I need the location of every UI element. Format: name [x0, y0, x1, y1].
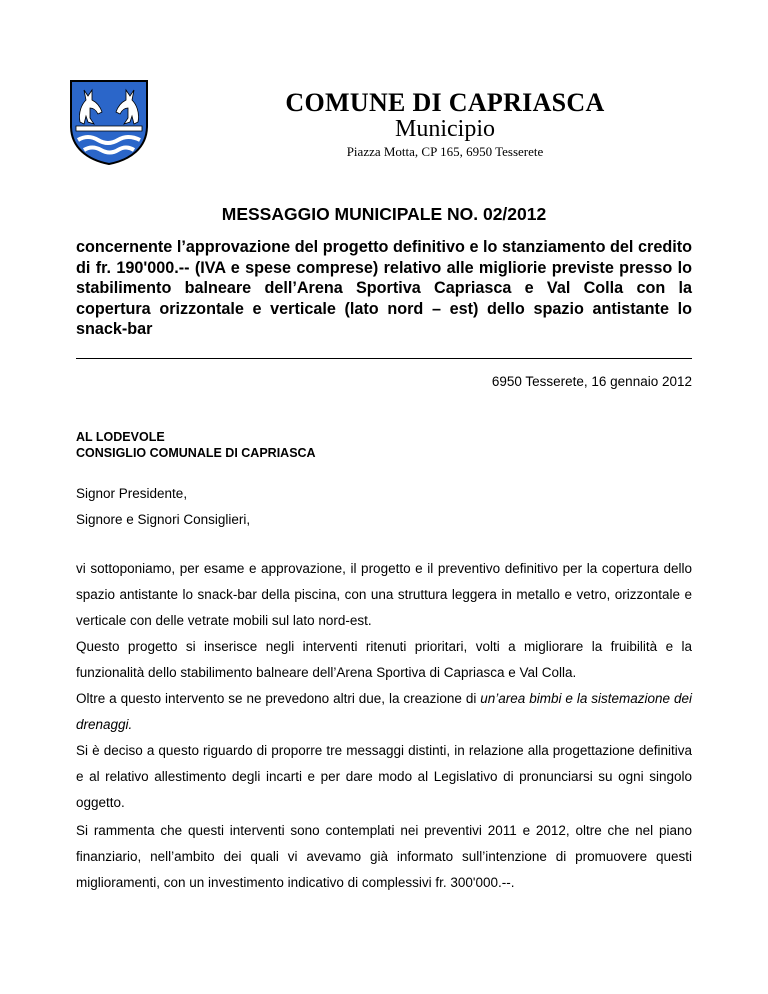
body-paragraph: Si rammenta che questi interventi sono contemplati nei preventivi 2011 e 2012, oltre che nel piano finanziario, nell’ambito dei quali vi avevamo già informato sull’intenzione di promuovere questi miglioramenti, con un investimento indicativo di complessivi fr. 300'000.--.	[76, 823, 692, 890]
greeting-line: Signor Presidente,	[76, 486, 188, 501]
addressee-line: AL LODEVOLE	[76, 430, 165, 444]
municipality-subtitle: Municipio	[395, 116, 495, 142]
divider	[76, 358, 692, 359]
greeting-line: Signore e Signori Consiglieri,	[76, 512, 251, 527]
message-subject: concernente l’approvazione del progetto definitivo e lo stanziamento del credito di fr. 190'000.-- (IVA e spese comprese) relativo alle migliorie previste presso lo stabilimento balneare dell’Arena Sportiva Capriasca e Val Colla con la copertura orizzontale e verticale (lato nord – est) dello spazio antistante lo snack-bar	[76, 238, 692, 338]
body-text-span: Oltre a questo intervento se ne prevedono altri due, la creazione di	[76, 691, 481, 706]
body-paragraph: vi sottoponiamo, per esame e approvazione, il progetto e il preventivo definitivo per la copertura dello spazio antistante lo snack-bar della piscina, con una struttura leggera in metallo e vetro, orizzontale e verticale con delle vetrate mobili sul lato nord-est.	[76, 561, 692, 628]
date-line: 6950 Tesserete, 16 gennaio 2012	[491, 374, 692, 389]
body-paragraph: Questo progetto si inserisce negli interventi ritenuti prioritari, volti a migliorare la fruibilità e la funzionalità dello stabilimento balneare dell’Arena Sportiva di Capriasca e Val Colla.	[76, 639, 692, 680]
body-italic-span: un’area bimbi e la sistemazione dei drenaggi.	[76, 691, 692, 732]
body-paragraph	[76, 686, 692, 738]
municipality-name: COMUNE DI CAPRIASCA	[285, 88, 605, 117]
municipality-address: Piazza Motta, CP 165, 6950 Tesserete	[346, 144, 544, 159]
body-block	[76, 556, 692, 816]
addressee	[76, 430, 316, 461]
message-title: MESSAGGIO MUNICIPALE NO. 02/2012	[221, 204, 547, 224]
body-paragraph: Si è deciso a questo riguardo di proporre tre messaggi distinti, in relazione alla progettazione definitiva e al relativo allestimento degli incarti e per dare modo al Legislativo di pronunciarsi su ogni singolo oggetto.	[76, 743, 692, 810]
body-block	[76, 818, 692, 896]
addressee-line: CONSIGLIO COMUNALE DI CAPRIASCA	[76, 445, 316, 460]
coat-of-arms-icon	[68, 78, 150, 166]
